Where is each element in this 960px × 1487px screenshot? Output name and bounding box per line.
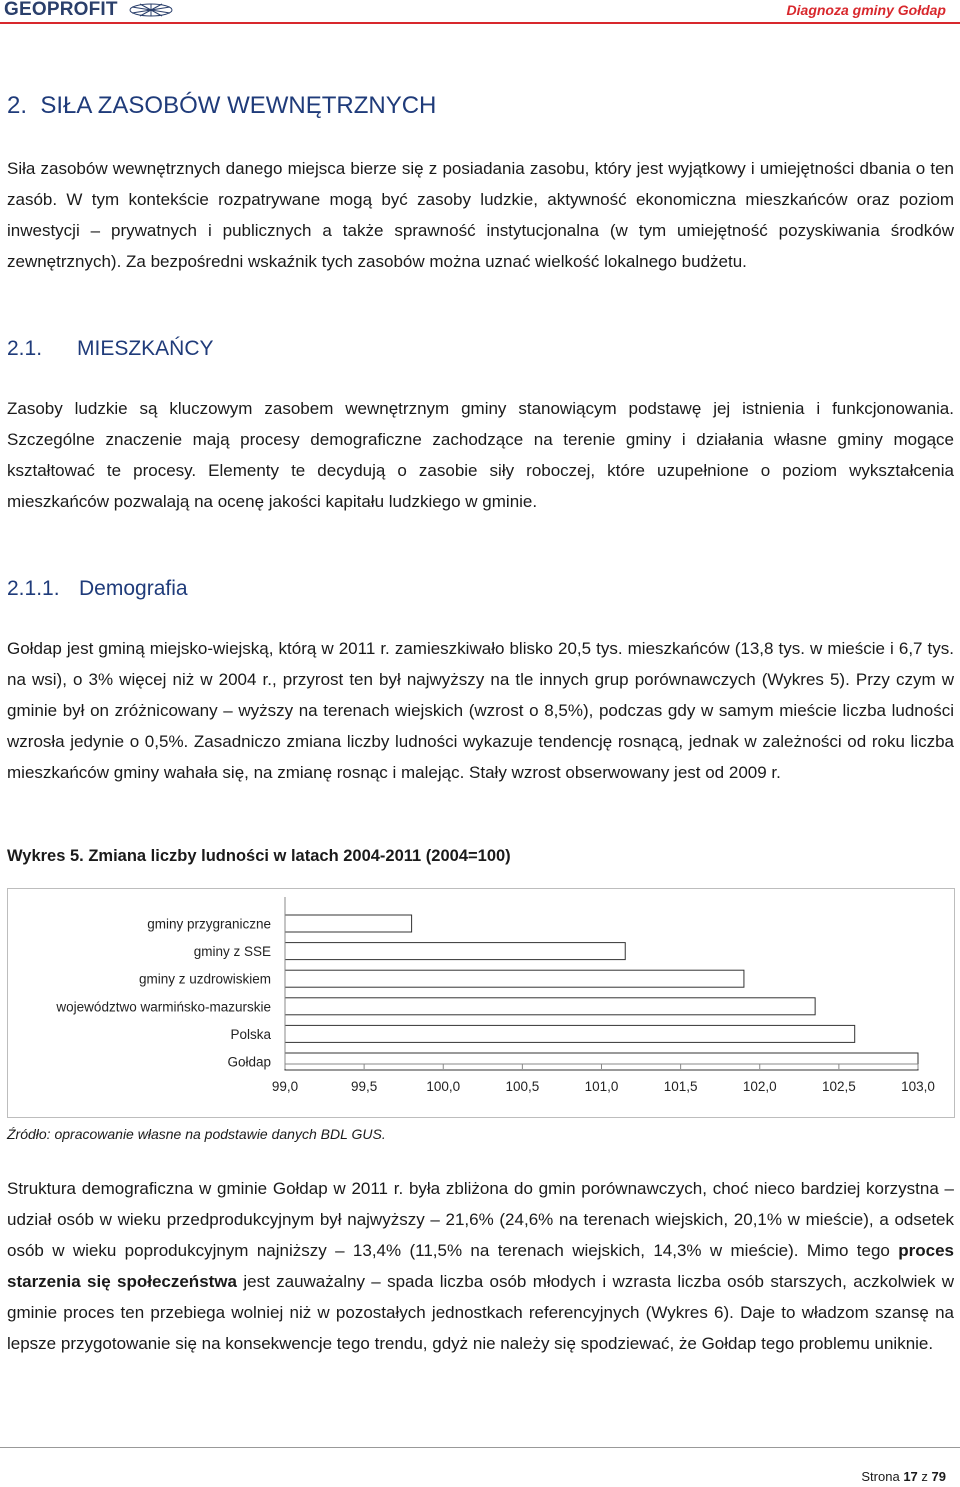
- x-tick-label: 99,5: [350, 1079, 378, 1094]
- subsection-paragraph: Zasoby ludzkie są kluczowym zasobem wewnętrznym gminy stanowiącym podstawę jej istnienia i funkcjonowania. Szczególne znaczenie mają procesy demograficzne zachodzące na terenie gminy i działania własne gminy mogące kształtować te procesy. Elementy te decydują o zasobie siły roboczej, które uzupełnione o poziom wykształcenia mieszkańców pozwalają na ocenę jakości kapitału ludzkiego w gminie.: [7, 399, 954, 511]
- globe-icon: [128, 2, 174, 18]
- bar: [285, 943, 625, 960]
- subsection-heading: [7, 337, 214, 361]
- demography-paragraph: Gołdap jest gminą miejsko-wiejską, którą w 2011 r. zamieszkiwało blisko 20,5 tys. mieszkańców (13,8 tys. w mieście i 6,7 tys. na wsi), o 3% więcej niż w 2004 r., przyrost ten był najwyższy na tle innych grup porównawczych (Wykres 5). Przy czym w gminie był on zróżnicowany – wyższy na terenach wiejskich (wzrost o 8,5%), podczas gdy w samym mieście liczba ludności wzrosła jedynie o 0,5%. Zasadniczo zmiana liczby ludności wykazuje tendencję rosnącą, jednak w zależności od roku liczba mieszkańców gminy wahała się, na zmianę rosnąc i malejąc. Stały wzrost obserwowany jest od 2009 r.: [7, 639, 954, 782]
- page-header: [0, 0, 960, 24]
- subsubsection-heading: [7, 577, 188, 601]
- section-title: SIŁA ZASOBÓW WEWNĘTRZNYCH: [40, 92, 437, 119]
- section-heading: [7, 92, 436, 120]
- logo-text: GEOPROFIT: [4, 0, 118, 20]
- category-label: Gołdap: [227, 1054, 271, 1070]
- footer-divider: [0, 1447, 960, 1448]
- document-title: Diagnoza gminy Gołdap: [786, 2, 946, 18]
- population-change-chart: [7, 888, 955, 1118]
- closing-text-bold: proces starzenia się społeczeństwa: [7, 1241, 954, 1291]
- page-total: 79: [931, 1469, 946, 1484]
- page-sep: z: [921, 1469, 928, 1484]
- closing-text-a: Struktura demograficzna w gminie Gołdap w 2011 r. była zbliżona do gmin porównawczych, choć nieco bardziej korzystna – udział osób w wieku przedprodukcyjnym był najwyższy – 21,6% (24,6% na terenach wiejskich, 20,1% w mieście), a odsetek osób w wieku poprodukcyjnym najniższy – 13,4% (11,5% na terenach wiejskich, 14,3% w mieście). Mimo tego: [7, 1179, 954, 1260]
- bar: [285, 970, 744, 987]
- x-tick-label: 99,0: [271, 1079, 299, 1094]
- closing-text-b: jest zauważalny – spada liczba osób młodych i wzrasta liczba osób starszych, aczkolwiek w gminie proces ten przebiega wolniej niż w pozostałych jednostkach referencyjnych (Wykres 6). Daje to władzom szansę na lepsze przygotowanie się na konsekwencje tego trendu, gdyż nie należy się spodziewać, że Gołdap tego problemu uniknie.: [7, 1272, 954, 1353]
- geoprofit-logo: [4, 0, 118, 21]
- category-label: gminy przygraniczne: [147, 916, 271, 932]
- x-tick-label: 101,0: [584, 1079, 619, 1094]
- bar: [285, 998, 815, 1015]
- x-tick-label: 100,5: [505, 1079, 540, 1094]
- page-current: 17: [903, 1469, 918, 1484]
- x-tick-label: 102,5: [821, 1079, 856, 1094]
- subsection-number: 2.1.: [7, 337, 43, 360]
- subsection-title: MIESZKAŃCY: [77, 337, 214, 360]
- figure-source: Źródło: opracowanie własne na podstawie danych BDL GUS.: [7, 1126, 386, 1142]
- closing-paragraph: [7, 1173, 954, 1359]
- bar: [285, 1025, 855, 1042]
- subsubsection-number: 2.1.1.: [7, 577, 60, 600]
- page-number: [861, 1469, 946, 1484]
- x-tick-label: 100,0: [426, 1079, 461, 1094]
- header-divider: [0, 22, 960, 24]
- section-paragraph: Siła zasobów wewnętrznych danego miejsca bierze się z posiadania zasobu, który jest wyjątkowy i umiejętności dbania o ten zasób. W tym kontekście rozpatrywane mogą być zasoby ludzkie, aktywność ekonomiczna mieszkańców oraz poziom inwestycji – prywatnych i publicznych a także sprawność instytucjonalna (w tym umiejętność pozyskiwania środków zewnętrznych). Za bezpośredni wskaźnik tych zasobów można uznać wielkość lokalnego budżetu.: [7, 159, 954, 271]
- section-number: 2.: [7, 92, 28, 119]
- x-tick-label: 102,0: [742, 1079, 777, 1094]
- category-label: Polska: [230, 1026, 271, 1042]
- category-label: województwo warmińsko-mazurskie: [56, 999, 271, 1015]
- page-label: Strona: [861, 1469, 900, 1484]
- chart-canvas: [8, 889, 954, 1117]
- bar: [285, 915, 412, 932]
- x-tick-label: 101,5: [663, 1079, 698, 1094]
- category-label: gminy z SSE: [193, 944, 271, 960]
- figure-caption: Wykres 5. Zmiana liczby ludności w latach 2004-2011 (2004=100): [7, 847, 511, 865]
- x-tick-label: 103,0: [901, 1079, 935, 1094]
- subsubsection-title: Demografia: [79, 577, 188, 600]
- category-label: gminy z uzdrowiskiem: [138, 971, 271, 987]
